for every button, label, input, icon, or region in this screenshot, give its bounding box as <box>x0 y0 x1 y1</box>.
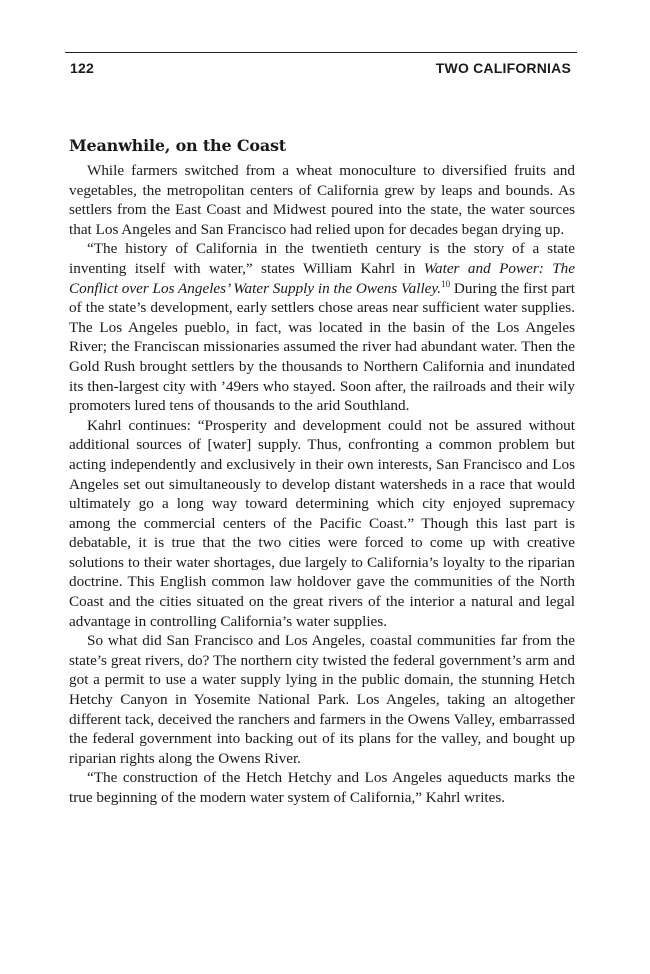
paragraph-2-intro: “The history of California in the twentieth century is the story of a state inventing itself with water,” states William Kahrl in <box>69 240 575 277</box>
book-title: Water and Power: The Conflict over Los Angeles’ Water Supply in the Owens Valley. <box>69 259 575 297</box>
chapter-title: TWO CALIFORNIAS <box>435 60 571 76</box>
page-number: 122 <box>70 60 94 76</box>
running-head <box>69 60 575 76</box>
footnote-marker: 10 <box>441 278 451 289</box>
paragraph-1: While farmers switched from a wheat monoculture to diversified fruits and vegetables, the metropolitan centers of California grew by leaps and bounds. As settlers from the East Coast and Midwest poured into the state, the water sources that Los Angeles and San Francisco had relied upon for decades began drying up. <box>69 162 575 238</box>
paragraph-3: Kahrl continues: “Prosperity and development could not be assured without additional sources of [water] supply. Thus, confronting a common problem but acting independently and exclusively in their own interests, San Francisco and Los Angeles set out simultaneously to develop distant watersheds in a race that would ultimately go a long way toward determining which city enjoyed supremacy among the commercial centers of the Pacific Coast.” Though this last part is debatable, it is true that the two cities were forced to come up with creative solutions to their water shortages, due largely to California’s loyalty to the riparian doctrine. This English common law holdover gave the communities of the North Coast and the cities situated on the great rivers of the interior a natural and legal advantage in controlling California’s water supplies. <box>69 416 575 630</box>
header-rule <box>65 52 577 53</box>
section-heading: Meanwhile, on the Coast <box>69 136 286 155</box>
paragraph-5: “The construction of the Hetch Hetchy and Los Angeles aqueducts marks the true beginning of the modern water system of California,” Kahrl writes. <box>69 769 575 806</box>
paragraph-2-rest: During the first part of the state’s development, early settlers chose areas near sufficient water supplies. The Los Angeles pueblo, in fact, was located in the basin of the Los Angeles River; the Franciscan missionaries assumed the river had abundant water. Then the Gold Rush brought settlers by the thousands to Northern California and inundated its then-largest city with ’49ers who stayed. Soon after, the railroads and their wily promoters lured tens of thousands to the arid Southland. <box>69 279 575 415</box>
paragraph-4: So what did San Francisco and Los Angeles, coastal communities far from the state’s great rivers, do? The northern city twisted the federal government’s arm and got a permit to use a water supply lying in the public domain, the stunning Hetch Hetchy Canyon in Yosemite National Park. Los Angeles, taking an altogether different tack, deceived the ranchers and farmers in the Owens Valley, embarrassed the federal government into backing out of its plans for the valley, and bought up riparian rights along the Owens River. <box>69 632 575 767</box>
body-text <box>69 161 575 808</box>
paragraph-2 <box>69 239 575 415</box>
book-page <box>69 52 575 808</box>
